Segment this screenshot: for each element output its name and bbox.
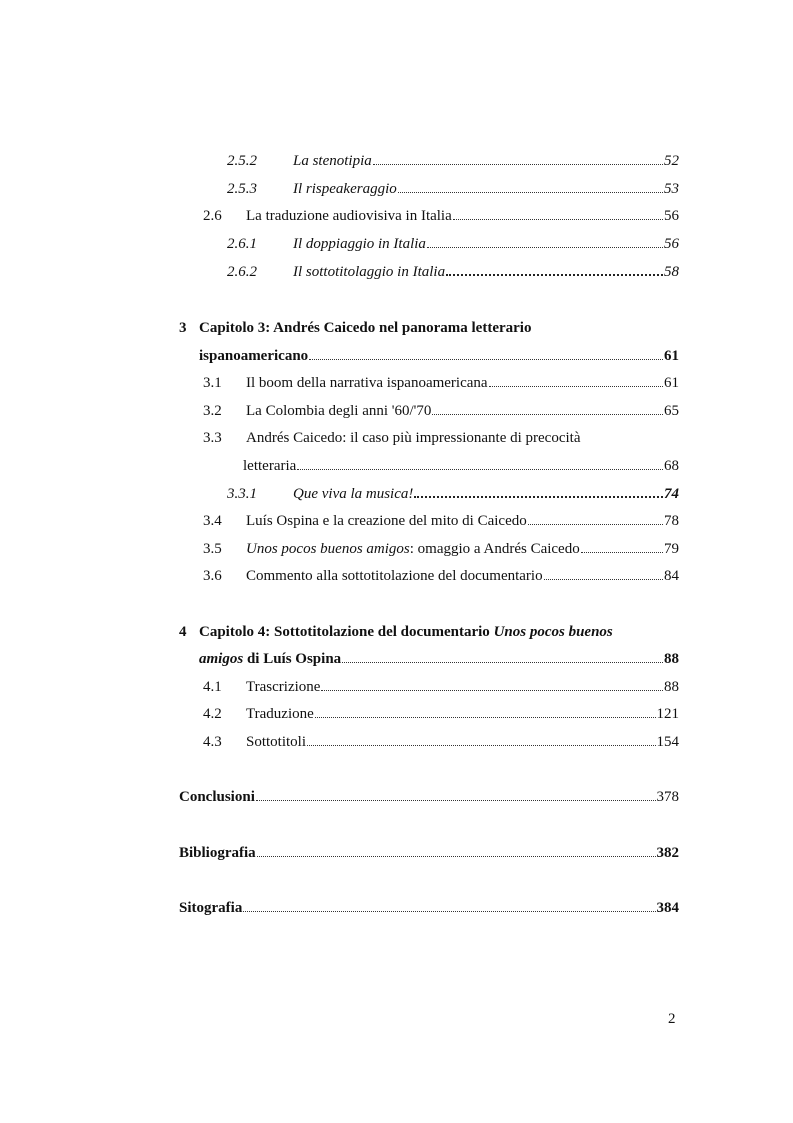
toc-entry-page: 384 xyxy=(656,900,679,916)
toc-entry-page: 56 xyxy=(664,208,679,224)
toc-entry-page: 53 xyxy=(664,181,679,197)
toc-entry-title: Capitolo 3: Andrés Caicedo nel panorama letterario xyxy=(199,320,532,336)
toc-entry-4-3[interactable] xyxy=(203,733,679,751)
toc-entry-page: 52 xyxy=(664,153,679,169)
toc-entry-2-6-2[interactable] xyxy=(227,263,679,281)
toc-entry-title: Sottotitoli xyxy=(246,734,307,750)
toc-entry-page: 88 xyxy=(664,679,679,695)
toc-entry-3-1[interactable] xyxy=(203,374,679,392)
toc-entry-chapter-4[interactable] xyxy=(199,650,679,668)
dot-leader xyxy=(489,386,663,387)
toc-entry-number: 3 xyxy=(179,320,187,336)
toc-chapter-3-heading[interactable] xyxy=(179,319,531,337)
toc-entry-page: 84 xyxy=(664,568,679,584)
toc-entry-title: Il boom della narrativa ispanoamericana xyxy=(246,375,488,391)
toc-entry-title: La stenotipia xyxy=(293,153,372,169)
toc-entry-title: Trascrizione xyxy=(246,679,321,695)
dot-leader xyxy=(427,247,663,248)
dot-leader xyxy=(398,192,663,193)
toc-entry-title-rest: di Luís Ospina xyxy=(243,651,342,667)
toc-entry-page: 56 xyxy=(664,236,679,252)
dot-leader xyxy=(315,717,656,718)
toc-entry-title: Il rispeakeraggio xyxy=(293,181,397,197)
toc-entry-number: 3.1 xyxy=(203,375,222,391)
dot-leader xyxy=(257,856,656,857)
toc-entry-number: 2.5.2 xyxy=(227,153,257,169)
toc-entry-4-2[interactable] xyxy=(203,705,679,723)
toc-entry-title-italic: Unos pocos buenos xyxy=(493,624,613,640)
toc-entry-number: 4.3 xyxy=(203,734,222,750)
toc-entry-number: 2.6.1 xyxy=(227,236,257,252)
toc-entry-number: 3.4 xyxy=(203,513,222,529)
toc-entry-title-continued: letteraria xyxy=(243,458,297,474)
toc-entry-page: 79 xyxy=(664,541,679,557)
toc-entry-page: 154 xyxy=(656,734,679,750)
toc-entry-title: Luís Ospina e la creazione del mito di Caicedo xyxy=(246,513,527,529)
toc-entry-title: Sitografia xyxy=(179,900,243,916)
toc-entry-3-3[interactable] xyxy=(243,457,679,475)
toc-entry-page: 378 xyxy=(656,789,679,805)
dot-leader xyxy=(373,164,663,165)
toc-entry-title: La traduzione audiovisiva in Italia xyxy=(246,208,452,224)
dot-leader xyxy=(256,800,656,801)
toc-entry-3-3-1[interactable] xyxy=(227,485,679,503)
toc-entry-2-6-1[interactable] xyxy=(227,235,679,253)
dot-leader xyxy=(309,359,663,360)
toc-entry-number: 2.6 xyxy=(203,208,222,224)
toc-entry-number: 3.3 xyxy=(203,430,222,446)
toc-entry-number: 3.6 xyxy=(203,568,222,584)
toc-entry-2-5-2[interactable] xyxy=(227,152,679,170)
toc-entry-title-continued xyxy=(199,650,341,668)
toc-entry-chapter-3[interactable] xyxy=(199,347,679,365)
toc-entry-title: Il doppiaggio in Italia xyxy=(293,236,426,252)
toc-entry-title: Que viva la musica! xyxy=(293,486,414,502)
toc-entry-3-4[interactable] xyxy=(203,512,679,530)
toc-entry-number: 3.2 xyxy=(203,403,222,419)
toc-entry-title: La Colombia degli anni '60/'70 xyxy=(246,403,432,419)
toc-entry-number: 3.3.1 xyxy=(227,486,257,502)
toc-entry-title: Conclusioni xyxy=(179,789,255,805)
dot-leader xyxy=(414,496,663,498)
toc-entry-title: Traduzione xyxy=(246,706,314,722)
dot-leader xyxy=(321,690,663,691)
toc-entry-page: 382 xyxy=(656,845,679,861)
toc-entry-page: 121 xyxy=(656,706,679,722)
dot-leader xyxy=(528,524,663,525)
toc-entry-page: 65 xyxy=(664,403,679,419)
toc-entry-4-1[interactable] xyxy=(203,678,679,696)
toc-entry-number: 4.1 xyxy=(203,679,222,695)
toc-entry-page: 68 xyxy=(664,458,679,474)
toc-entry-sitografia[interactable] xyxy=(179,899,679,917)
toc-entry-3-5[interactable] xyxy=(203,540,679,558)
toc-entry-page: 61 xyxy=(664,348,679,364)
toc-entry-page: 58 xyxy=(664,264,679,280)
toc-entry-conclusioni[interactable] xyxy=(179,788,679,806)
dot-leader xyxy=(581,552,663,553)
toc-entry-title-italic: Unos pocos buenos amigos xyxy=(246,541,410,557)
dot-leader xyxy=(453,219,663,220)
toc-entry-3-2[interactable] xyxy=(203,402,679,420)
toc-entry-2-5-3[interactable] xyxy=(227,180,679,198)
toc-entry-bibliografia[interactable] xyxy=(179,844,679,862)
toc-entry-number: 2.5.3 xyxy=(227,181,257,197)
toc-entry-title: Il sottotitolaggio in Italia xyxy=(293,264,446,280)
dot-leader xyxy=(297,469,663,470)
dot-leader xyxy=(446,274,663,276)
dot-leader xyxy=(307,745,655,746)
page-number: 2 xyxy=(668,1011,676,1027)
toc-entry-page: 74 xyxy=(664,486,679,502)
toc-entry-title: Bibliografia xyxy=(179,845,256,861)
toc-entry-number: 3.5 xyxy=(203,541,222,557)
toc-entry-title: Andrés Caicedo: il caso più impressionante di precocità xyxy=(246,430,581,446)
toc-entry-title xyxy=(246,540,580,558)
dot-leader xyxy=(432,414,663,415)
toc-entry-3-3-heading[interactable] xyxy=(203,429,580,447)
toc-entry-2-6[interactable] xyxy=(203,207,679,225)
toc-entry-page: 88 xyxy=(664,651,679,667)
toc-entry-title-continued: ispanoamericano xyxy=(199,348,309,364)
toc-entry-title: Capitolo 4: Sottotitolazione del documentario xyxy=(199,624,494,640)
toc-entry-page: 61 xyxy=(664,375,679,391)
toc-entry-number: 2.6.2 xyxy=(227,264,257,280)
toc-entry-title-rest: : omaggio a Andrés Caicedo xyxy=(409,541,580,557)
toc-entry-number: 4.2 xyxy=(203,706,222,722)
toc-entry-title: Commento alla sottotitolazione del documentario xyxy=(246,568,543,584)
dot-leader xyxy=(544,579,663,580)
toc-entry-title-italic: amigos xyxy=(199,651,244,667)
dot-leader xyxy=(342,662,663,663)
toc-entry-number: 4 xyxy=(179,624,187,640)
toc-entry-page: 78 xyxy=(664,513,679,529)
toc-chapter-4-heading[interactable] xyxy=(179,623,613,641)
dot-leader xyxy=(243,911,655,912)
toc-entry-3-6[interactable] xyxy=(203,567,679,585)
